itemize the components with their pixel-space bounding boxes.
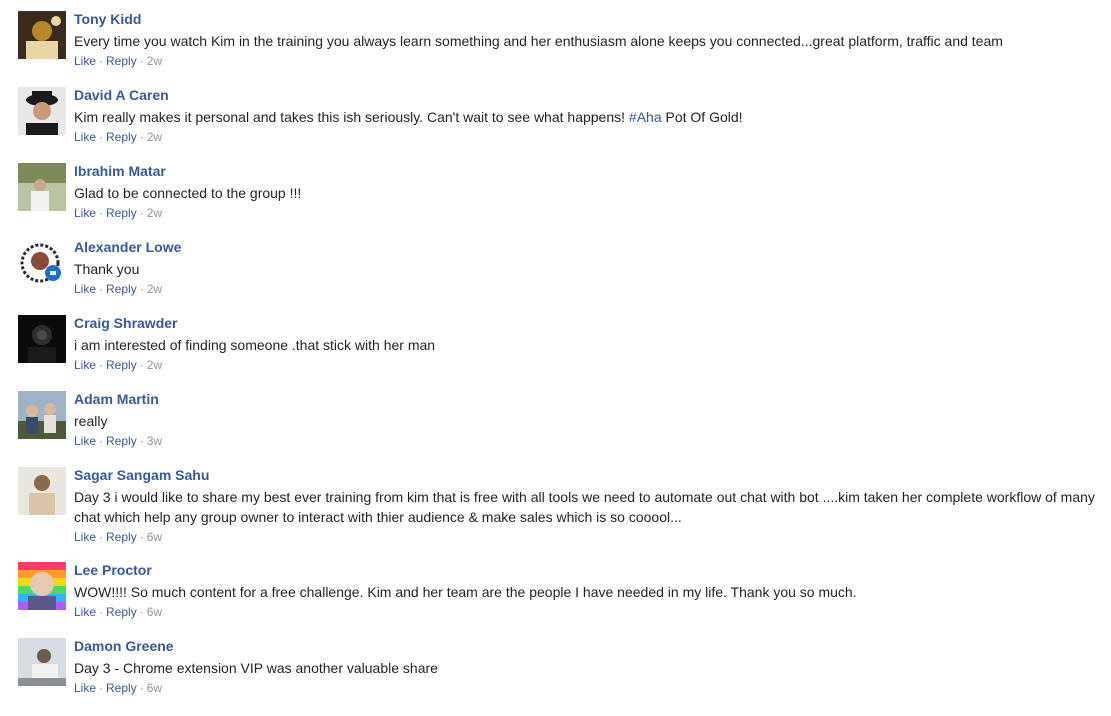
commenter-name[interactable]: Sagar Sangam Sahu — [74, 467, 210, 483]
timestamp[interactable]: 6w — [146, 530, 163, 544]
separator: · — [99, 130, 104, 144]
comment-text: Thank you — [74, 261, 140, 277]
comment-actions — [74, 281, 1101, 297]
separator: · — [99, 434, 104, 448]
commenter-name[interactable]: Craig Shrawder — [74, 315, 178, 331]
separator: · — [139, 530, 144, 544]
comment-actions — [74, 680, 1101, 696]
commenter-name[interactable]: Lee Proctor — [74, 562, 152, 578]
avatar[interactable] — [18, 239, 66, 287]
comment-actions — [74, 529, 1101, 545]
timestamp[interactable]: 6w — [146, 681, 163, 695]
avatar-image — [18, 87, 66, 135]
comment-text: Day 3 i would like to share my best ever training from kim that is free with all tools we need to automate out chat with bot ....kim taken her complete workflow of many chat which help any group owner to interact with thier audience & make sales which is so cooool... — [74, 489, 1095, 525]
comment-actions — [74, 357, 1101, 373]
comment-text: Glad to be connected to the group !!! — [74, 185, 302, 201]
avatar[interactable] — [18, 11, 66, 59]
separator: · — [99, 282, 104, 296]
reply-link[interactable]: Reply — [106, 434, 137, 448]
like-link[interactable]: Like — [74, 358, 97, 372]
commenter-name[interactable]: Adam Martin — [74, 391, 159, 407]
separator: · — [99, 54, 104, 68]
comment-actions — [74, 604, 1101, 620]
separator: · — [139, 206, 144, 220]
separator: · — [99, 605, 104, 619]
commenter-name[interactable]: David A Caren — [74, 87, 169, 103]
reply-link[interactable]: Reply — [106, 358, 137, 372]
reply-link[interactable]: Reply — [106, 130, 137, 144]
avatar-image — [18, 391, 66, 439]
comment-actions — [74, 205, 1101, 221]
timestamp[interactable]: 2w — [146, 54, 163, 68]
separator: · — [99, 358, 104, 372]
avatar[interactable] — [18, 87, 66, 135]
timestamp[interactable]: 2w — [146, 358, 163, 372]
avatar[interactable] — [18, 562, 66, 610]
timestamp[interactable]: 2w — [146, 130, 163, 144]
like-link[interactable]: Like — [74, 130, 97, 144]
like-link[interactable]: Like — [74, 530, 97, 544]
hashtag-link[interactable]: #Aha — [628, 109, 662, 125]
avatar[interactable] — [18, 638, 66, 686]
separator: · — [99, 206, 104, 220]
separator: · — [139, 434, 144, 448]
like-link[interactable]: Like — [74, 605, 97, 619]
like-link[interactable]: Like — [74, 434, 97, 448]
reply-link[interactable]: Reply — [106, 530, 137, 544]
avatar-image — [18, 11, 66, 59]
comment-text-before: Kim really makes it personal and takes this ish seriously. Can't wait to see what happens! — [74, 109, 629, 125]
comment-text: really — [74, 413, 108, 429]
timestamp[interactable]: 3w — [146, 434, 163, 448]
commenter-name[interactable]: Ibrahim Matar — [74, 163, 166, 179]
like-link[interactable]: Like — [74, 282, 97, 296]
separator: · — [139, 282, 144, 296]
comment-text-after: Pot Of Gold! — [661, 109, 743, 125]
separator: · — [139, 605, 144, 619]
commenter-name[interactable]: Tony Kidd — [74, 11, 142, 27]
reply-link[interactable]: Reply — [106, 681, 137, 695]
avatar[interactable] — [18, 163, 66, 211]
avatar-image — [18, 239, 66, 287]
separator: · — [139, 358, 144, 372]
comment-actions — [74, 129, 1101, 145]
comment-text: Day 3 - Chrome extension VIP was another valuable share — [74, 660, 438, 676]
separator: · — [99, 681, 104, 695]
reply-link[interactable]: Reply — [106, 206, 137, 220]
reply-link[interactable]: Reply — [106, 54, 137, 68]
like-link[interactable]: Like — [74, 206, 97, 220]
separator: · — [139, 130, 144, 144]
avatar-image — [18, 562, 66, 610]
comment-text: i am interested of finding someone .that stick with her man — [74, 337, 436, 353]
avatar-image — [18, 467, 66, 515]
commenter-name[interactable]: Alexander Lowe — [74, 239, 182, 255]
comment-text: Every time you watch Kim in the training you always learn something and her enthusiasm alone keeps you connected...great platform, traffic and team — [74, 33, 1003, 49]
comment-actions — [74, 433, 1101, 449]
avatar-image — [18, 163, 66, 211]
comment-text — [74, 107, 1101, 127]
reply-link[interactable]: Reply — [106, 605, 137, 619]
timestamp[interactable]: 6w — [146, 605, 163, 619]
avatar[interactable] — [18, 315, 66, 363]
separator: · — [139, 54, 144, 68]
avatar-image — [18, 315, 66, 363]
timestamp[interactable]: 2w — [146, 206, 163, 220]
comment-actions — [74, 53, 1101, 69]
timestamp[interactable]: 2w — [146, 282, 163, 296]
avatar-image — [18, 638, 66, 686]
separator: · — [99, 530, 104, 544]
avatar[interactable] — [18, 467, 66, 515]
like-link[interactable]: Like — [74, 54, 97, 68]
commenter-name[interactable]: Damon Greene — [74, 638, 174, 654]
reply-link[interactable]: Reply — [106, 282, 137, 296]
like-link[interactable]: Like — [74, 681, 97, 695]
comment-text: WOW!!!! So much content for a free challenge. Kim and her team are the people I have needed in my life. Thank you so much. — [74, 584, 857, 600]
avatar[interactable] — [18, 391, 66, 439]
separator: · — [139, 681, 144, 695]
